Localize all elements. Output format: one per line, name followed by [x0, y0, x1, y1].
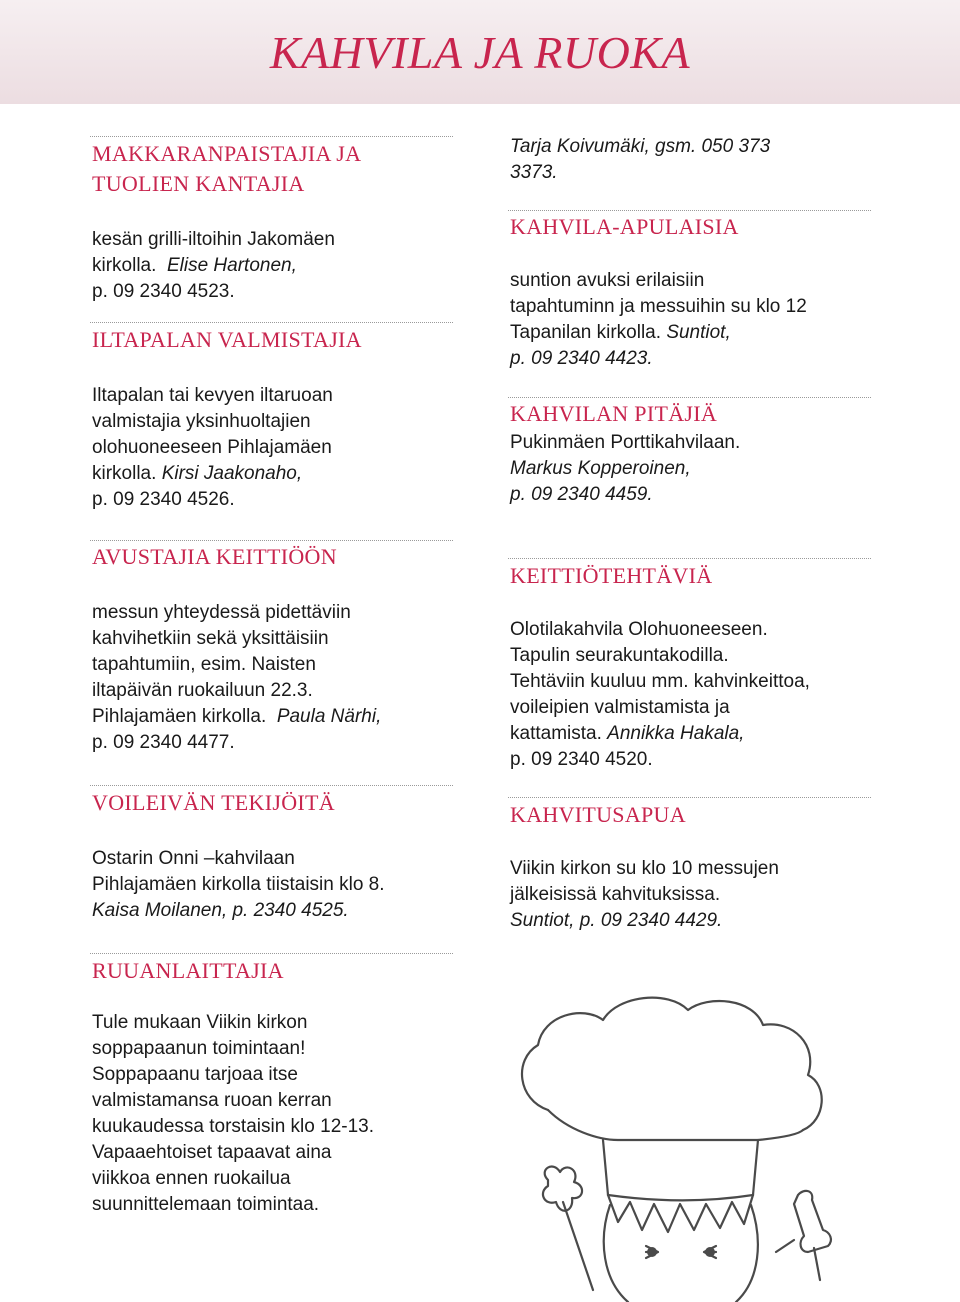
section-body-cafe-assistants: suntion avuksi erilaisiin tapahtuminn ja messuihin su klo 12 Tapanilan kirkolla. Suntiot, p. 09 2340 4423.	[510, 268, 807, 372]
section-heading-cooks: RUUANLAITTAJIA	[92, 958, 284, 983]
phone: p. 09 2340 4526.	[92, 489, 235, 510]
divider	[90, 540, 453, 541]
contact: Kaisa Moilanen, p. 2340 4525.	[92, 900, 349, 921]
continued-contact: Tarja Koivumäki, gsm. 050 373 3373.	[510, 136, 771, 183]
phone: p. 09 2340 4423.	[510, 348, 653, 369]
section-heading-kitchen-tasks: KEITTIÖTEHTÄVIÄ	[510, 563, 713, 588]
section-heading-sausage-grillers: MAKKARANPAISTAJIA JA TUOLIEN KANTAJIA	[92, 141, 362, 196]
contact-name: Suntiot,	[666, 322, 731, 343]
section-body-coffee-help: Viikin kirkon su klo 10 messujen jälkeisissä kahvituksissa. Suntiot, p. 09 2340 4429.	[510, 856, 779, 934]
phone: p. 09 2340 4520.	[510, 749, 653, 770]
divider	[90, 953, 453, 954]
section-heading-coffee-help: KAHVITUSAPUA	[510, 802, 686, 827]
section-heading-kitchen-helpers: AVUSTAJIA KEITTIÖÖN	[92, 544, 337, 569]
divider	[508, 797, 871, 798]
contact: Suntiot, p. 09 2340 4429.	[510, 910, 723, 931]
chef-drawing-icon	[508, 990, 868, 1302]
section-heading-evening-snack: ILTAPALAN VALMISTAJIA	[92, 327, 362, 352]
divider	[508, 397, 871, 398]
contact-name: Annikka Hakala,	[607, 723, 745, 744]
section-body-kitchen-tasks: Olotilakahvila Olohuoneeseen. Tapulin seurakuntakodilla. Tehtäviin kuuluu mm. kahvinkeittoa, voileipien valmistamista ja kattamista. Annikka Hakala, p. 09 2340 4520.	[510, 617, 810, 773]
divider	[90, 136, 453, 137]
section-body-sandwich-makers: Ostarin Onni –kahvilaan Pihlajamäen kirkolla tiistaisin klo 8. Kaisa Moilanen, p. 2340 4525.	[92, 846, 385, 924]
title-banner	[0, 0, 960, 104]
section-heading-sandwich-makers: VOILEIVÄN TEKIJÖITÄ	[92, 790, 335, 815]
section-body-cooks: Tule mukaan Viikin kirkon soppapaanun toimintaan! Soppapaanu tarjoaa itse valmistamansa ruoan kerran kuukaudessa torstaisin klo 12-13. Vapaaehtoiset tapaavat aina viikkoa ennen ruokailua suunnittelemaan toimintaa.	[92, 1012, 374, 1215]
contact-name: Paula Närhi,	[276, 706, 382, 727]
section-body-evening-snack: Iltapalan tai kevyen iltaruoan valmistajia yksinhuoltajien olohuoneeseen Pihlajamäen kirkolla. Kirsi Jaakonaho, p. 09 2340 4526.	[92, 383, 333, 513]
divider	[90, 322, 453, 323]
section-heading-cafe-assistants: KAHVILA-APULAISIA	[510, 214, 739, 239]
phone: p. 09 2340 4477.	[92, 732, 235, 753]
contact-name: Markus Kopperoinen,	[510, 458, 691, 479]
divider	[508, 558, 871, 559]
divider	[508, 210, 871, 211]
section-body-sausage-grillers: kesän grilli-iltoihin Jakomäen kirkolla. Elise Hartonen, p. 09 2340 4523.	[92, 227, 335, 305]
section-heading-cafe-keepers: KAHVILAN PITÄJIÄ	[510, 401, 718, 426]
phone: p. 09 2340 4459.	[510, 484, 653, 505]
divider	[90, 785, 453, 786]
contact-name: Elise Hartonen,	[166, 255, 297, 276]
section-body-kitchen-helpers: messun yhteydessä pidettäviin kahvihetkiin sekä yksittäisiin tapahtumiin, esim. Naisten iltapäivän ruokailuun 22.3. Pihlajamäen kirkolla. Paula Närhi, p. 09 2340 4477.	[92, 600, 381, 756]
page-title: KAHVILA JA RUOKA	[269, 27, 691, 78]
contact-name: Kirsi Jaakonaho,	[161, 463, 303, 484]
section-body-cafe-keepers: Pukinmäen Porttikahvilaan. Markus Kopperoinen, p. 09 2340 4459.	[510, 430, 740, 508]
phone: p. 09 2340 4523.	[92, 281, 235, 302]
